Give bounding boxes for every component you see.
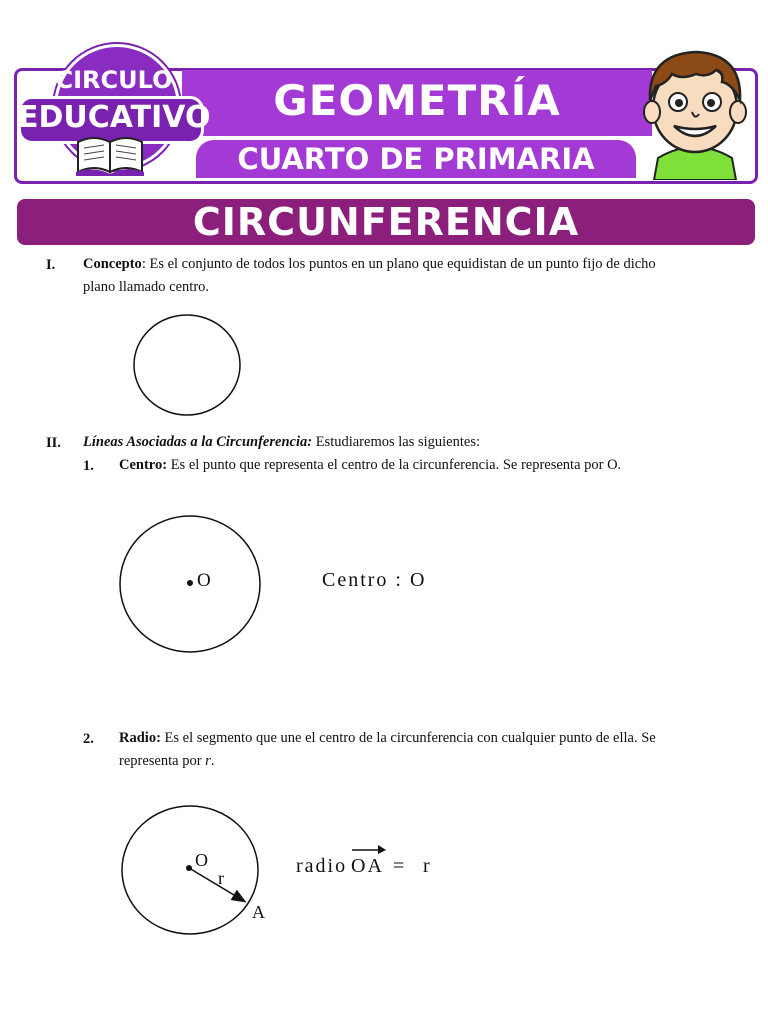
section1-text xyxy=(83,253,743,276)
radius-formula-vector: OA xyxy=(351,855,384,877)
circle-figure-radius xyxy=(120,804,270,938)
boy-mascot-icon xyxy=(636,40,754,180)
section2-numeral: II. xyxy=(46,435,61,451)
item2-line2-text: representa por xyxy=(119,753,206,769)
section2-desc: Estudiaremos las siguientes: xyxy=(312,434,480,450)
section1-colon: : xyxy=(141,256,146,272)
item2-line2-var: r xyxy=(205,753,211,769)
logo-text-main: EDUCATIVO xyxy=(18,100,211,135)
radius-point-label: A xyxy=(252,902,265,922)
center-formula: Centro : O xyxy=(322,569,427,591)
vector-arrow xyxy=(350,842,386,854)
radius-segment xyxy=(189,868,244,901)
radius-r-label: r xyxy=(218,868,224,888)
section2-text xyxy=(83,431,743,454)
item2-line1: Es el segmento que une el centro de la circunferencia con cualquier punto de ella. Se xyxy=(160,730,656,746)
item2-line2 xyxy=(119,750,214,773)
open-book-icon xyxy=(74,132,146,176)
radius-formula-value: r xyxy=(423,855,432,877)
circle-figure-concept xyxy=(132,313,244,419)
radius-center-label: O xyxy=(195,850,208,870)
item1-number: 1. xyxy=(83,458,94,474)
circle-figure-center xyxy=(118,514,264,656)
topic-title: CIRCUNFERENCIA xyxy=(192,200,580,244)
grade-title: CUARTO DE PRIMARIA xyxy=(237,142,595,176)
section2-term: Líneas Asociadas a la Circunferencia: xyxy=(83,434,313,450)
item1-text xyxy=(119,454,749,477)
radius-formula-equals: = xyxy=(393,855,407,877)
item2-text xyxy=(119,727,759,750)
item2-line2-end: . xyxy=(210,753,215,769)
section1-term: Concepto xyxy=(83,256,142,272)
item1-desc: Es el punto que representa el centro de la circunferencia. Se representa por O. xyxy=(167,457,622,473)
item1-term: Centro: xyxy=(119,457,168,473)
item2-term: Radio: xyxy=(119,730,161,746)
logo-text-top: CIRCULO xyxy=(55,66,173,94)
section1-line1: Es el conjunto de todos los puntos en un plano que equidistan de un punto fijo de dicho xyxy=(145,256,656,272)
item2-number: 2. xyxy=(83,731,94,747)
subject-title: GEOMETRÍA xyxy=(273,76,561,125)
section1-line2: plano llamado centro. xyxy=(83,279,210,295)
center-point-label: O xyxy=(197,570,211,591)
section1-numeral: I. xyxy=(46,257,56,273)
center-point xyxy=(187,580,193,586)
radius-formula-prefix: radio xyxy=(296,855,348,877)
